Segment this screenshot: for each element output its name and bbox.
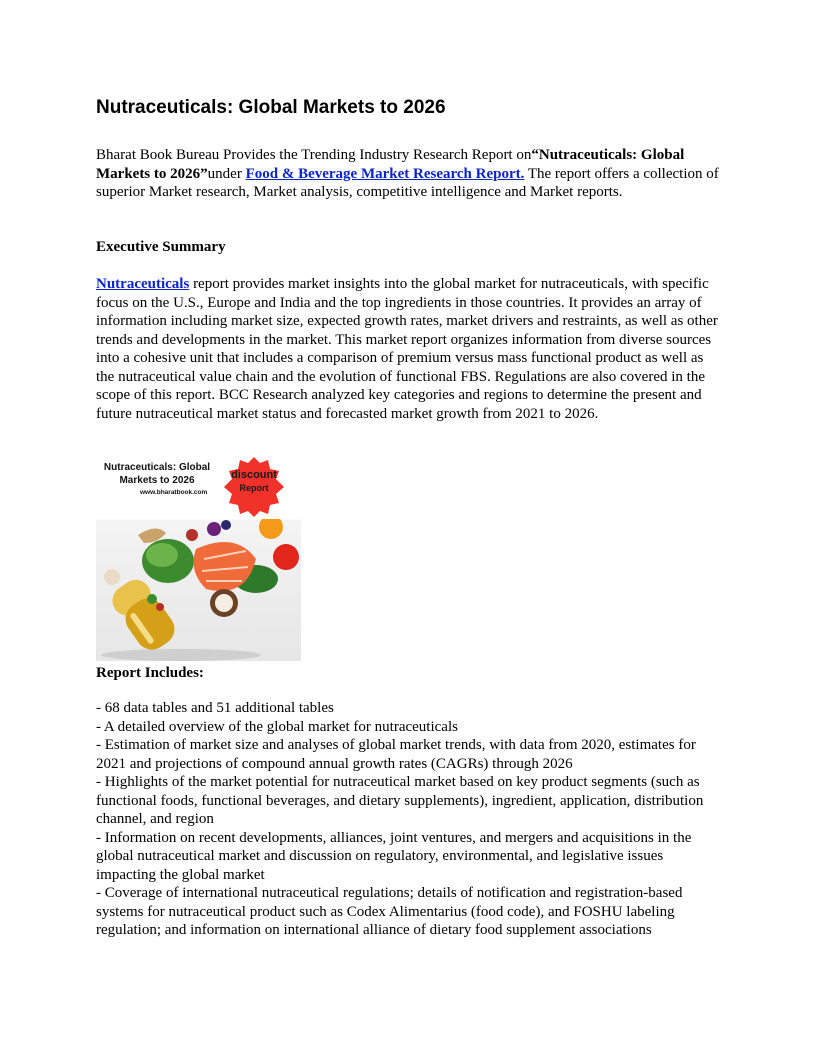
discount-badge-text xyxy=(224,469,284,494)
cover-title-line2: Markets to 2026 xyxy=(119,475,195,486)
food-beverage-report-link[interactable]: Food & Beverage Market Research Report xyxy=(245,165,521,182)
list-item: - 68 data tables and 51 additional tables xyxy=(96,700,334,716)
cover-title xyxy=(102,461,212,487)
list-item: - A detailed overview of the global market for nutraceuticals xyxy=(96,718,458,735)
badge-line2: Report xyxy=(239,483,269,493)
cover-title-line1: Nutraceuticals: Global xyxy=(103,462,211,473)
list-item: - Highlights of the market potential for nutraceutical market based on key product segments (such as functional foods, functional beverages, and dietary supplements), ingredient, application, distribution channel, and region xyxy=(96,774,704,827)
badge-line1: discount xyxy=(231,469,277,481)
executive-summary-text: report provides market insights into the global market for nutraceuticals, with specific focus on the U.S., Europe and India and the top ingredients in those countries. It provides an array of information including market size, expected growth rates, market drivers and restraints, as well as other trends and developments in the market. This market report organizes information from diverse sources into a cohesive unit that includes a comparison of premium versus mass functional product as well as the nutraceutical value chain and the evolution of functional FBS. Regulations are also covered in the scope of this report. BCC Research analyzed key categories and regions to determine the present and future nutraceutical market status and forecasted market growth from 2021 to 2026. xyxy=(96,276,718,422)
cover-website: www.bharatbook.com xyxy=(140,489,208,496)
report-includes-list xyxy=(96,699,720,940)
report-cover-image xyxy=(96,457,301,661)
nutraceuticals-link[interactable]: Nutraceuticals xyxy=(96,276,190,292)
intro-report-title: “Nutraceuticals: Global Markets to 2026” xyxy=(96,147,685,182)
list-item: - Estimation of market size and analyses of global market trends, with data from 2020, estimates for 2021 and projections of compound annual growth rates (CAGRs) through 2026 xyxy=(96,737,696,772)
intro-text-after: The report offers a collection of superior Market research, Market analysis, competitive intelligence and Market reports. xyxy=(96,165,719,200)
executive-summary-paragraph xyxy=(96,275,720,423)
list-item: - Information on recent developments, alliances, joint ventures, and mergers and acquisitions in the global nutraceutical market and discussion on regulatory, environmental, and legislative issues impacting the global market xyxy=(96,829,692,883)
nutraceutical-foods-illustration xyxy=(96,519,301,661)
list-item: - Coverage of international nutraceutical regulations; details of notification and registration-based systems for nutraceutical product such as Codex Alimentarius (food code), and FOSHU labeling regulation; and information on international alliance of dietary food supplement associations xyxy=(96,885,683,938)
report-includes-heading: Report Includes: xyxy=(96,665,204,681)
intro-under: under xyxy=(207,165,246,182)
intro-paragraph xyxy=(96,146,720,202)
link-trailing-period[interactable]: . xyxy=(520,165,525,182)
page-title: Nutraceuticals: Global Markets to 2026 xyxy=(96,97,446,118)
intro-text: Bharat Book Bureau Provides the Trending Industry Research Report on xyxy=(96,147,532,163)
executive-summary-heading: Executive Summary xyxy=(96,239,226,255)
